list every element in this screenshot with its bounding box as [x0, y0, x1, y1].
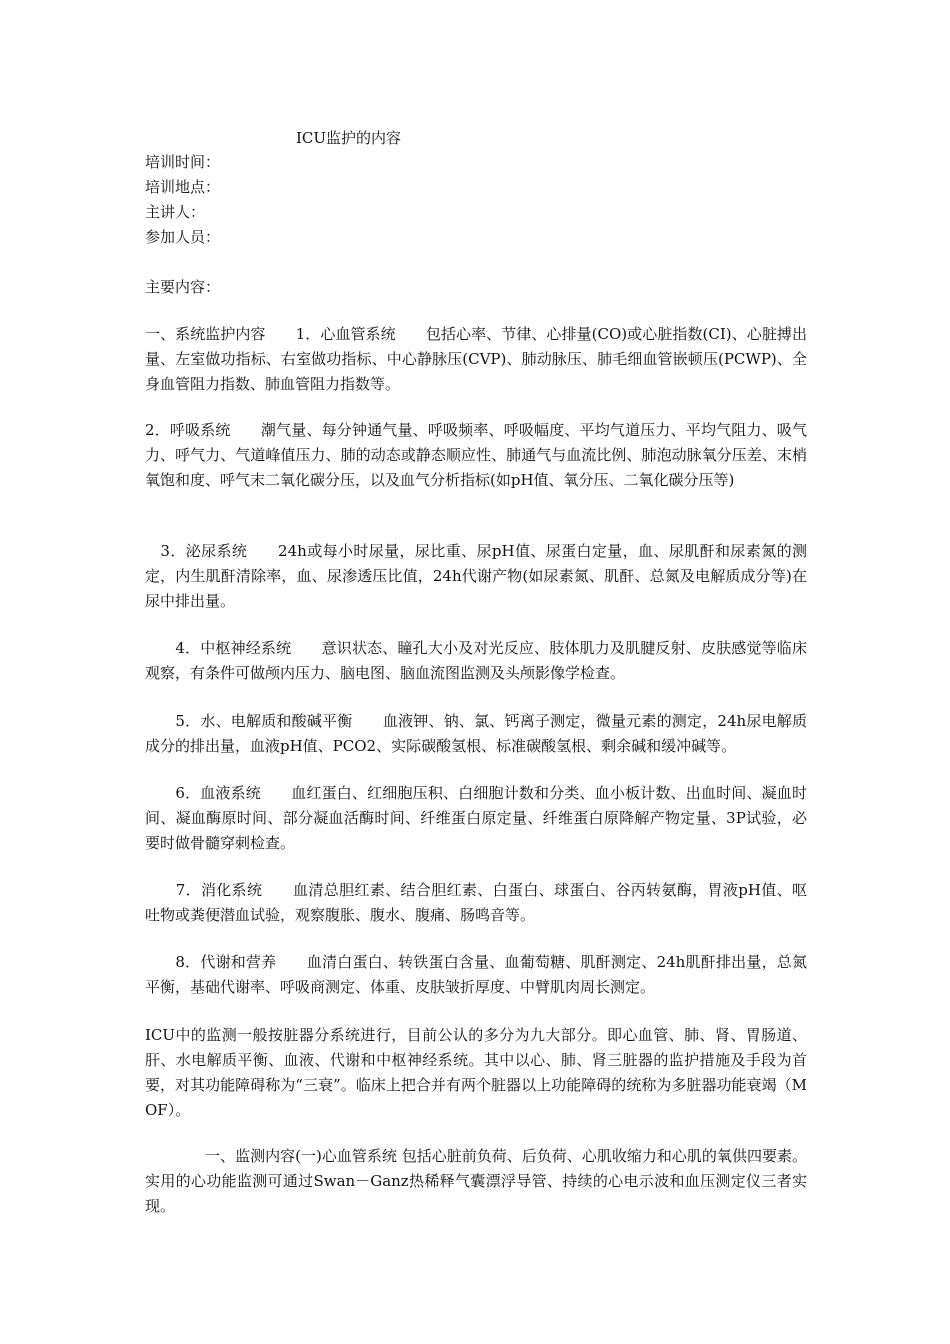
attendees-label: 参加人员： [145, 228, 221, 246]
training-time-label: 培训时间： [145, 153, 221, 171]
paragraph-nervous: 4．中枢神经系统 意识状态、瞳孔大小及对光反应、肢体肌力及肌腱反射、皮肤感觉等临床观察，有条件可做颅内压力、脑电图、脑血流图监测及头颅影像学检查。 [145, 639, 807, 682]
training-place-label: 培训地点： [145, 178, 221, 196]
document-title: ICU监护的内容 [296, 129, 402, 147]
speaker-label: 主讲人： [145, 203, 206, 221]
paragraph-urinary: 3．泌尿系统 24h或每小时尿量，尿比重、尿pH值、尿蛋白定量，血、尿肌酐和尿素氮的测定，内生肌酐清除率，血、尿渗透压比值，24h代谢产物(如尿素氮、肌酐、总氮及电解质成分等)在尿中排出量。 [145, 542, 807, 610]
paragraph-cardiovascular: 一、系统监护内容 1．心血管系统 包括心率、节律、心排量(CO)或心脏指数(CI)、心脏搏出量、左室做功指标、右室做功指标、中心静脉压(CVP)、肺动脉压、肺毛细血管嵌顿压(PCWP)、全身血管阻力指数、肺血管阻力指数等。 [145, 325, 807, 393]
paragraph-digestive: 7．消化系统 血清总胆红素、结合胆红素、白蛋白、球蛋白、谷丙转氨酶，胃液pH值、呕吐物或粪便潜血试验，观察腹胀、腹水、腹痛、肠鸣音等。 [145, 881, 807, 924]
paragraph-monitoring-content: 一、监测内容(一)心血管系统 包括心脏前负荷、后负荷、心肌收缩力和心肌的氧供四要素。实用的心功能监测可通过Swan－Ganz热稀释气囊漂浮导管、持续的心电示波和血压测定仪三者实现。 [145, 1147, 807, 1215]
paragraph-icu-monitoring: ICU中的监测一般按脏器分系统进行，目前公认的多分为九大部分。即心血管、肺、肾、胃肠道、肝、水电解质平衡、血液、代谢和中枢神经系统。其中以心、肺、肾三脏器的监护措施及手段为首要，对其功能障碍称为“三衰”。临床上把合并有两个脏器以上功能障碍的统称为多脏器功能衰竭（MOF）。 [145, 1026, 807, 1119]
paragraph-respiratory: 2．呼吸系统 潮气量、每分钟通气量、呼吸频率、呼吸幅度、平均气道压力、平均气阻力、吸气力、呼气力、气道峰值压力、肺的动态或静态顺应性、肺通气与血流比例、肺泡动脉氧分压差、末梢氧饱和度、呼气末二氧化碳分压，以及血气分析指标(如pH值、氧分压、二氧化碳分压等) [145, 421, 807, 489]
paragraph-metabolism: 8．代谢和营养 血清白蛋白、转铁蛋白含量、血葡萄糖、肌酐测定、24h肌酐排出量，总氮平衡，基础代谢率、呼吸商测定、体重、皮肤皱折厚度、中臂肌肉周长测定。 [145, 953, 807, 996]
paragraph-blood: 6．血液系统 血红蛋白、红细胞压积、白细胞计数和分类、血小板计数、出血时间、凝血时间、凝血酶原时间、部分凝血活酶时间、纤维蛋白原定量、纤维蛋白原降解产物定量、3P试验，必要时做骨髓穿刺检查。 [145, 784, 807, 852]
main-content-heading: 主要内容： [145, 278, 221, 296]
paragraph-electrolyte: 5．水、电解质和酸碱平衡 血液钾、钠、氯、钙离子测定，微量元素的测定，24h尿电解质成分的排出量，血液pH值、PCO2、实际碳酸氢根、标准碳酸氢根、剩余碱和缓冲碱等。 [145, 712, 807, 755]
